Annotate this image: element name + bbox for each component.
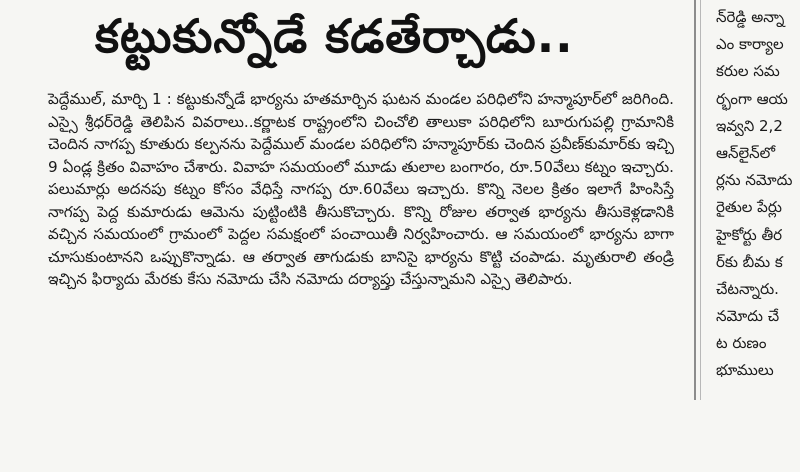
article-paragraph: పెద్దేముల్, మార్చి 1 : కట్టుకున్నోడే భార్యను హతమార్చిన ఘటన మండల పరిధిలోని హన్మాపూర్‌లో జరిగింది. ఎస్సై శ్రీధర్‌రెడ్డి తెలిపిన వివరాలు..కర్ణాటక రాష్ట్రంలోని చించోలి తాలుకా పరిధిలోని బూరుగుపల్లి గ్రామానికి చెందిన నాగప్ప కూతురు కల్పనను పెద్దేముల్ మండల పరిధిలోని హన్మాపూర్‌కు చెందిన ప్రవీణ్‌కుమార్‌కు ఇచ్చి 9 ఏండ్ల క్రితం వివాహం చేశారు. వివాహ సమయంలో మూడు తులాల బంగారం, రూ.50వేలు కట్నం ఇచ్చారు. పలుమార్లు అదనపు కట్నం కోసం వేధిస్తే నాగప్ప రూ.60వేలు ఇచ్చారు. కొన్ని నెలల క్రితం ఇలాగే హింసిస్తే నాగప్ప పెద్ద కుమారుడు ఆమెను పుట్టింటికి తీసుకొచ్చారు. కొన్ని రోజుల తర్వాత భార్యను తీసుకెళ్లడానికి వచ్చిన సమయంలో గ్రామంలో పెద్దల సమక్షంలో పంచాయితీ నిర్వహించారు. ఆ సమయంలో భార్యను బాగా చూసుకుంటానని ఒప్పుకొన్నాడు. ఆ తర్వాత తాగుడుకు బానిసై భార్యను కొట్టి చంపాడు. మృతురాలి తండ్రి ఇచ్చిన ఫిర్యాదు మేరకు కేసు నమోదు చేసి నమోదు దర్యాప్తు చేస్తున్నామని ఎస్సై తెలిపారు.	[48, 90, 674, 288]
side-line: ర్లను నమోదు	[716, 171, 793, 190]
side-line: కరుల సమ	[716, 62, 780, 81]
article-body	[48, 88, 674, 291]
side-line: భూములు	[716, 361, 774, 380]
headline: కట్టుకున్నోడే కడతేర్చాడు..	[95, 9, 574, 63]
side-line: ఇవ్వని 2,2	[716, 116, 783, 135]
side-line: ర్భంగా ఆయ	[716, 89, 788, 108]
column-divider	[694, 0, 696, 400]
side-line: న్‌రెడ్డి అన్నా	[716, 8, 785, 26]
side-line: ఎం కార్యాల	[716, 35, 784, 54]
side-line: హైకోర్టు తీర	[716, 225, 783, 244]
side-line: రైతుల పేర్లు	[716, 198, 782, 217]
side-line: ట రుణం	[716, 334, 767, 353]
side-line: ఆన్‌లైన్‌లో	[716, 143, 776, 162]
side-line: నమోదు చే	[716, 307, 780, 326]
side-line: ర్‌కు బీమ క	[716, 252, 783, 271]
side-line: చేటన్నారు.	[716, 279, 779, 298]
blank-margin	[0, 400, 800, 472]
column-divider-thin	[700, 0, 701, 400]
adjacent-column	[716, 4, 800, 385]
